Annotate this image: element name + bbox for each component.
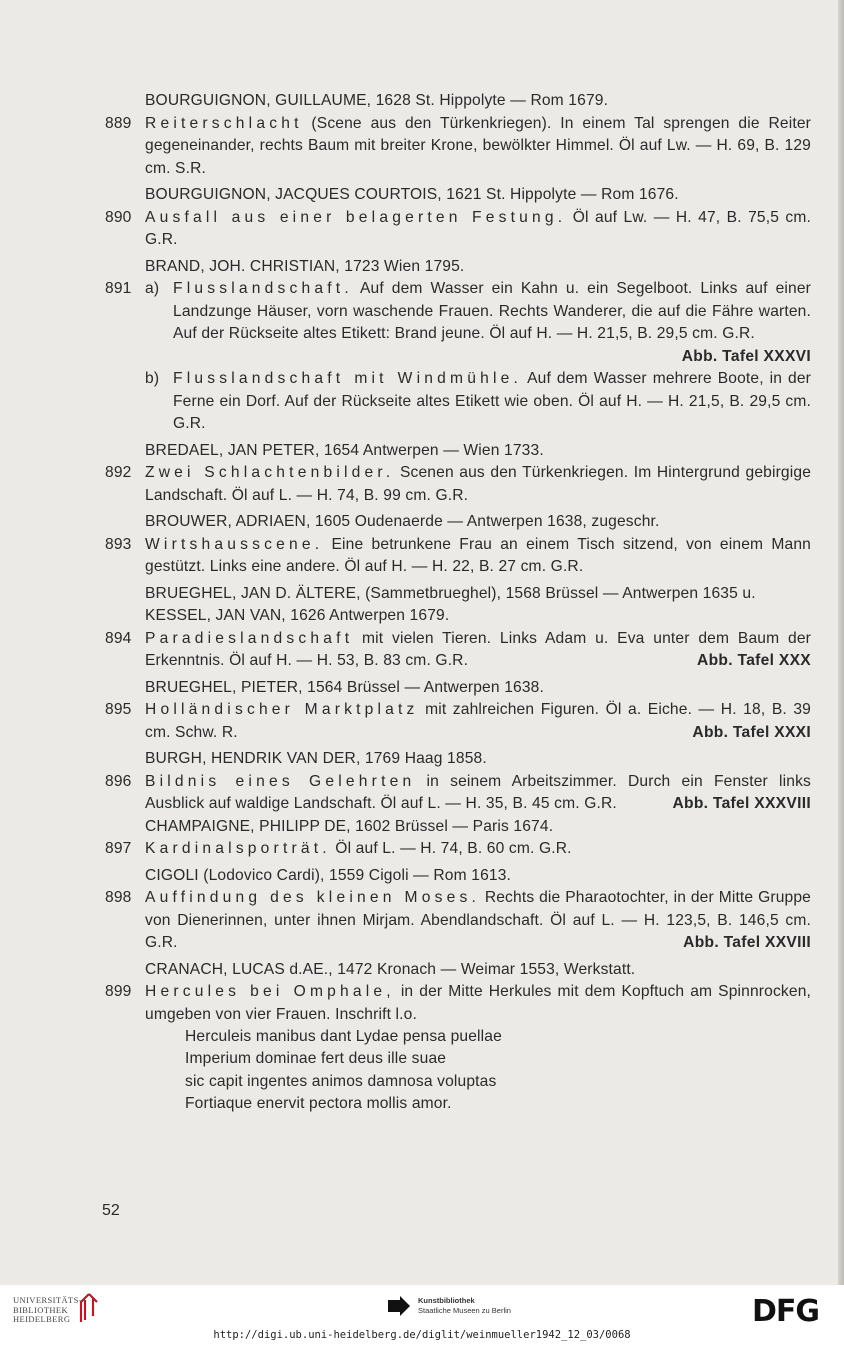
entry-description: [145, 462, 811, 507]
artist-header: BRUEGHEL, PIETER, 1564 Brüssel — Antwerpen 1638.: [145, 678, 544, 696]
artwork-title: Ausfall aus einer belagerten Festung.: [145, 208, 567, 226]
plate-reference: Abb. Tafel XXXI: [692, 723, 811, 741]
university-library-logo-icon[interactable]: [77, 1292, 101, 1329]
entry-description: [145, 771, 811, 816]
entry-description: [145, 838, 811, 861]
entry-text: Scenen aus den Türkenkriegen. Im Hintergrund gebirgige Landschaft. Öl auf L. — H. 74, B. 99 cm. G.R.: [145, 464, 812, 504]
artist-header: CHAMPAIGNE, PHILIPP DE, 1602 Brüssel — Paris 1674.: [145, 817, 554, 835]
lot-number: 890: [105, 208, 132, 226]
inscription-line: sic capit ingentes animos damnosa voluptas: [185, 1072, 497, 1090]
entry-text: in seinem Arbeitszimmer. Durch ein Fenster links Ausblick auf waldige Landschaft. Öl auf L. — H. 35, B. 45 cm. G.R.: [145, 772, 811, 812]
permalink-url[interactable]: http://digi.ub.uni-heidelberg.de/diglit/weinmueller1942_12_03/0068: [213, 1329, 631, 1341]
sub-entry: [145, 368, 811, 436]
entry-description: [145, 628, 811, 673]
entry-description: [145, 534, 811, 579]
entry-description: [145, 113, 811, 181]
catalog-entry: [105, 887, 811, 955]
entry-text: Auf dem Wasser ein Kahn u. ein Segelboot. Links auf einer Landzunge Häuser, vorn waschende Frauen. Rechts Wanderer, die auf die Fähre warten. Auf der Rückseite altes Etikett: Brand jeune. Öl auf H. — H. 21,5, B. 29,5 cm. G.R.: [173, 280, 811, 342]
entry-description: [145, 207, 811, 252]
plate-reference: Abb. Tafel XXXVIII: [672, 795, 811, 812]
plate-reference: Abb. Tafel XXVIII: [683, 934, 811, 951]
entry-text: Öl auf Lw. — H. 47, B. 75,5 cm. G.R.: [145, 208, 811, 248]
inscription-line: Fortiaque enervit pectora mollis amor.: [185, 1094, 452, 1112]
plate-reference: Abb. Tafel XXX: [697, 652, 811, 669]
inscription-line: Imperium dominae fert deus ille suae: [185, 1050, 447, 1068]
entry-text: in der Mitte Herkules mit dem Kopftuch am Spinnrocken, umgeben von vier Frauen. Inschrift l.o.: [145, 983, 811, 1023]
uni-line: HEIDELBERG: [13, 1314, 71, 1324]
sub-entry-label: a): [145, 280, 160, 297]
kunstbibliothek-label: [418, 1296, 511, 1316]
catalog-entry: [105, 628, 811, 673]
page-edge-shadow: [838, 0, 844, 1285]
sub-entry-label: b): [145, 370, 160, 387]
lot-number: 898: [105, 889, 132, 906]
entry-text: Eine betrunkene Frau an einem Tisch sitzend, von einem Mann gestützt. Links eine andere. Öl auf H. — H. 22, B. 27 cm. G.R.: [145, 535, 811, 575]
latin-inscription: [105, 1026, 811, 1115]
lot-number: 899: [105, 983, 132, 1000]
catalog-entry: [105, 981, 811, 1026]
artwork-title: Holländischer Marktplatz: [145, 701, 419, 718]
lot-number: 897: [105, 840, 132, 857]
catalog-entry: [105, 699, 811, 744]
page-number: 52: [102, 1202, 120, 1219]
lot-number: 893: [105, 535, 132, 553]
entry-description: [145, 699, 811, 744]
entry-description: [145, 887, 811, 955]
artist-header: CRANACH, LUCAS d.AE., 1472 Kronach — Weimar 1553, Werkstatt.: [145, 960, 636, 978]
entry-text: Öl auf L. — H. 74, B. 60 cm. G.R.: [330, 840, 572, 857]
artist-header: CIGOLI (Lodovico Cardi), 1559 Cigoli — Rom 1613.: [145, 866, 512, 884]
lot-number: 895: [105, 701, 132, 718]
dfg-logo[interactable]: DFG: [752, 1294, 820, 1329]
catalog-entry: [105, 838, 811, 861]
entry-text: Auf dem Wasser mehrere Boote, in der Ferne ein Dorf. Auf der Rückseite altes Etikett wie oben. Öl auf H. — H. 21,5, B. 29,5 cm. G.R.: [173, 370, 812, 432]
catalog-entry: [105, 534, 811, 579]
catalog-content: [105, 90, 811, 1115]
catalog-entry: [105, 207, 811, 252]
lot-number: 896: [105, 772, 132, 790]
entry-description: [145, 278, 811, 436]
university-library-logo-text[interactable]: [13, 1296, 82, 1325]
catalog-entry: [105, 278, 811, 436]
catalog-entry: [105, 462, 811, 507]
artwork-title: Bildnis eines Gelehrten: [145, 772, 416, 790]
entry-description: [145, 981, 811, 1026]
artist-header: BOURGUIGNON, GUILLAUME, 1628 St. Hippolyte — Rom 1679.: [145, 92, 609, 109]
sub-entry: [145, 278, 811, 368]
catalog-entry: [105, 771, 811, 816]
lot-number: 894: [105, 629, 132, 647]
plate-reference: Abb. Tafel XXXVI: [681, 347, 811, 365]
artist-header: BRAND, JOH. CHRISTIAN, 1723 Wien 1795.: [145, 257, 465, 275]
entry-text: mit vielen Tieren. Links Adam u. Eva unter dem Baum der Erkenntnis. Öl auf H. — H. 53, B. 83 cm. G.R.: [145, 629, 811, 669]
artwork-title: Hercules bei Omphale,: [145, 983, 395, 1000]
artwork-title: Flusslandschaft mit Windmühle.: [173, 370, 523, 387]
inscription-line: Herculeis manibus dant Lydae pensa puellae: [185, 1028, 502, 1045]
kunstbibliothek-logo-icon[interactable]: [386, 1294, 412, 1325]
artist-header: BREDAEL, JAN PETER, 1654 Antwerpen — Wien 1733.: [145, 441, 544, 459]
artwork-title: Paradieslandschaft: [145, 629, 354, 647]
sub-entry-description: [173, 368, 811, 436]
artwork-title: Kardinalsporträt.: [145, 840, 331, 857]
lot-number: 889: [105, 114, 132, 132]
digitization-footer: [0, 1285, 844, 1345]
artist-header: BROUWER, ADRIAEN, 1605 Oudenaerde — Antwerpen 1638, zugeschr.: [145, 513, 660, 530]
artist-header: BRUEGHEL, JAN D. ÄLTERE, (Sammetbrueghel), 1568 Brüssel — Antwerpen 1635 u.: [145, 584, 756, 602]
artwork-title: Flusslandschaft.: [173, 280, 353, 297]
artist-header: BURGH, HENDRIK VAN DER, 1769 Haag 1858.: [145, 750, 487, 767]
entry-text: (Scene aus den Türkenkriegen). In einem Tal sprengen die Reiter gegeneinander, rechts Baum mit breiter Krone, bewölkter Himmel. Öl auf Lw. — H. 69, B. 129 cm. S.R.: [145, 114, 811, 177]
artist-header-secondary: KESSEL, JAN VAN, 1626 Antwerpen 1679.: [145, 607, 450, 624]
sub-entry-description: [173, 278, 811, 368]
lot-number: 891: [105, 280, 132, 297]
artwork-title: Wirtshausscene.: [145, 535, 324, 553]
uni-line: UNIVERSITÄTS-: [13, 1295, 82, 1305]
artwork-title: Reiterschlacht: [145, 114, 303, 132]
artwork-title: Auffindung des kleinen Moses.: [145, 889, 480, 906]
uni-line: BIBLIOTHEK: [13, 1304, 68, 1315]
artist-header: BOURGUIGNON, JACQUES COURTOIS, 1621 St. Hippolyte — Rom 1676.: [145, 186, 679, 203]
kb-line: Staatliche Museen zu Berlin: [418, 1306, 511, 1315]
kb-line: Kunstbibliothek: [418, 1296, 475, 1305]
lot-number: 892: [105, 464, 132, 481]
artwork-title: Zwei Schlachtenbilder.: [145, 464, 395, 481]
entry-text: Rechts die Pharaotochter, in der Mitte Gruppe von Dienerinnen, unter ihnen Mirjam. Abendlandschaft. Öl auf L. — H. 123,5, B. 146,5 cm. G.R.: [145, 889, 811, 951]
entry-text: mit zahlreichen Figuren. Öl a. Eiche. — H. 18, B. 39 cm. Schw. R.: [145, 701, 811, 741]
catalog-entry: [105, 113, 811, 181]
